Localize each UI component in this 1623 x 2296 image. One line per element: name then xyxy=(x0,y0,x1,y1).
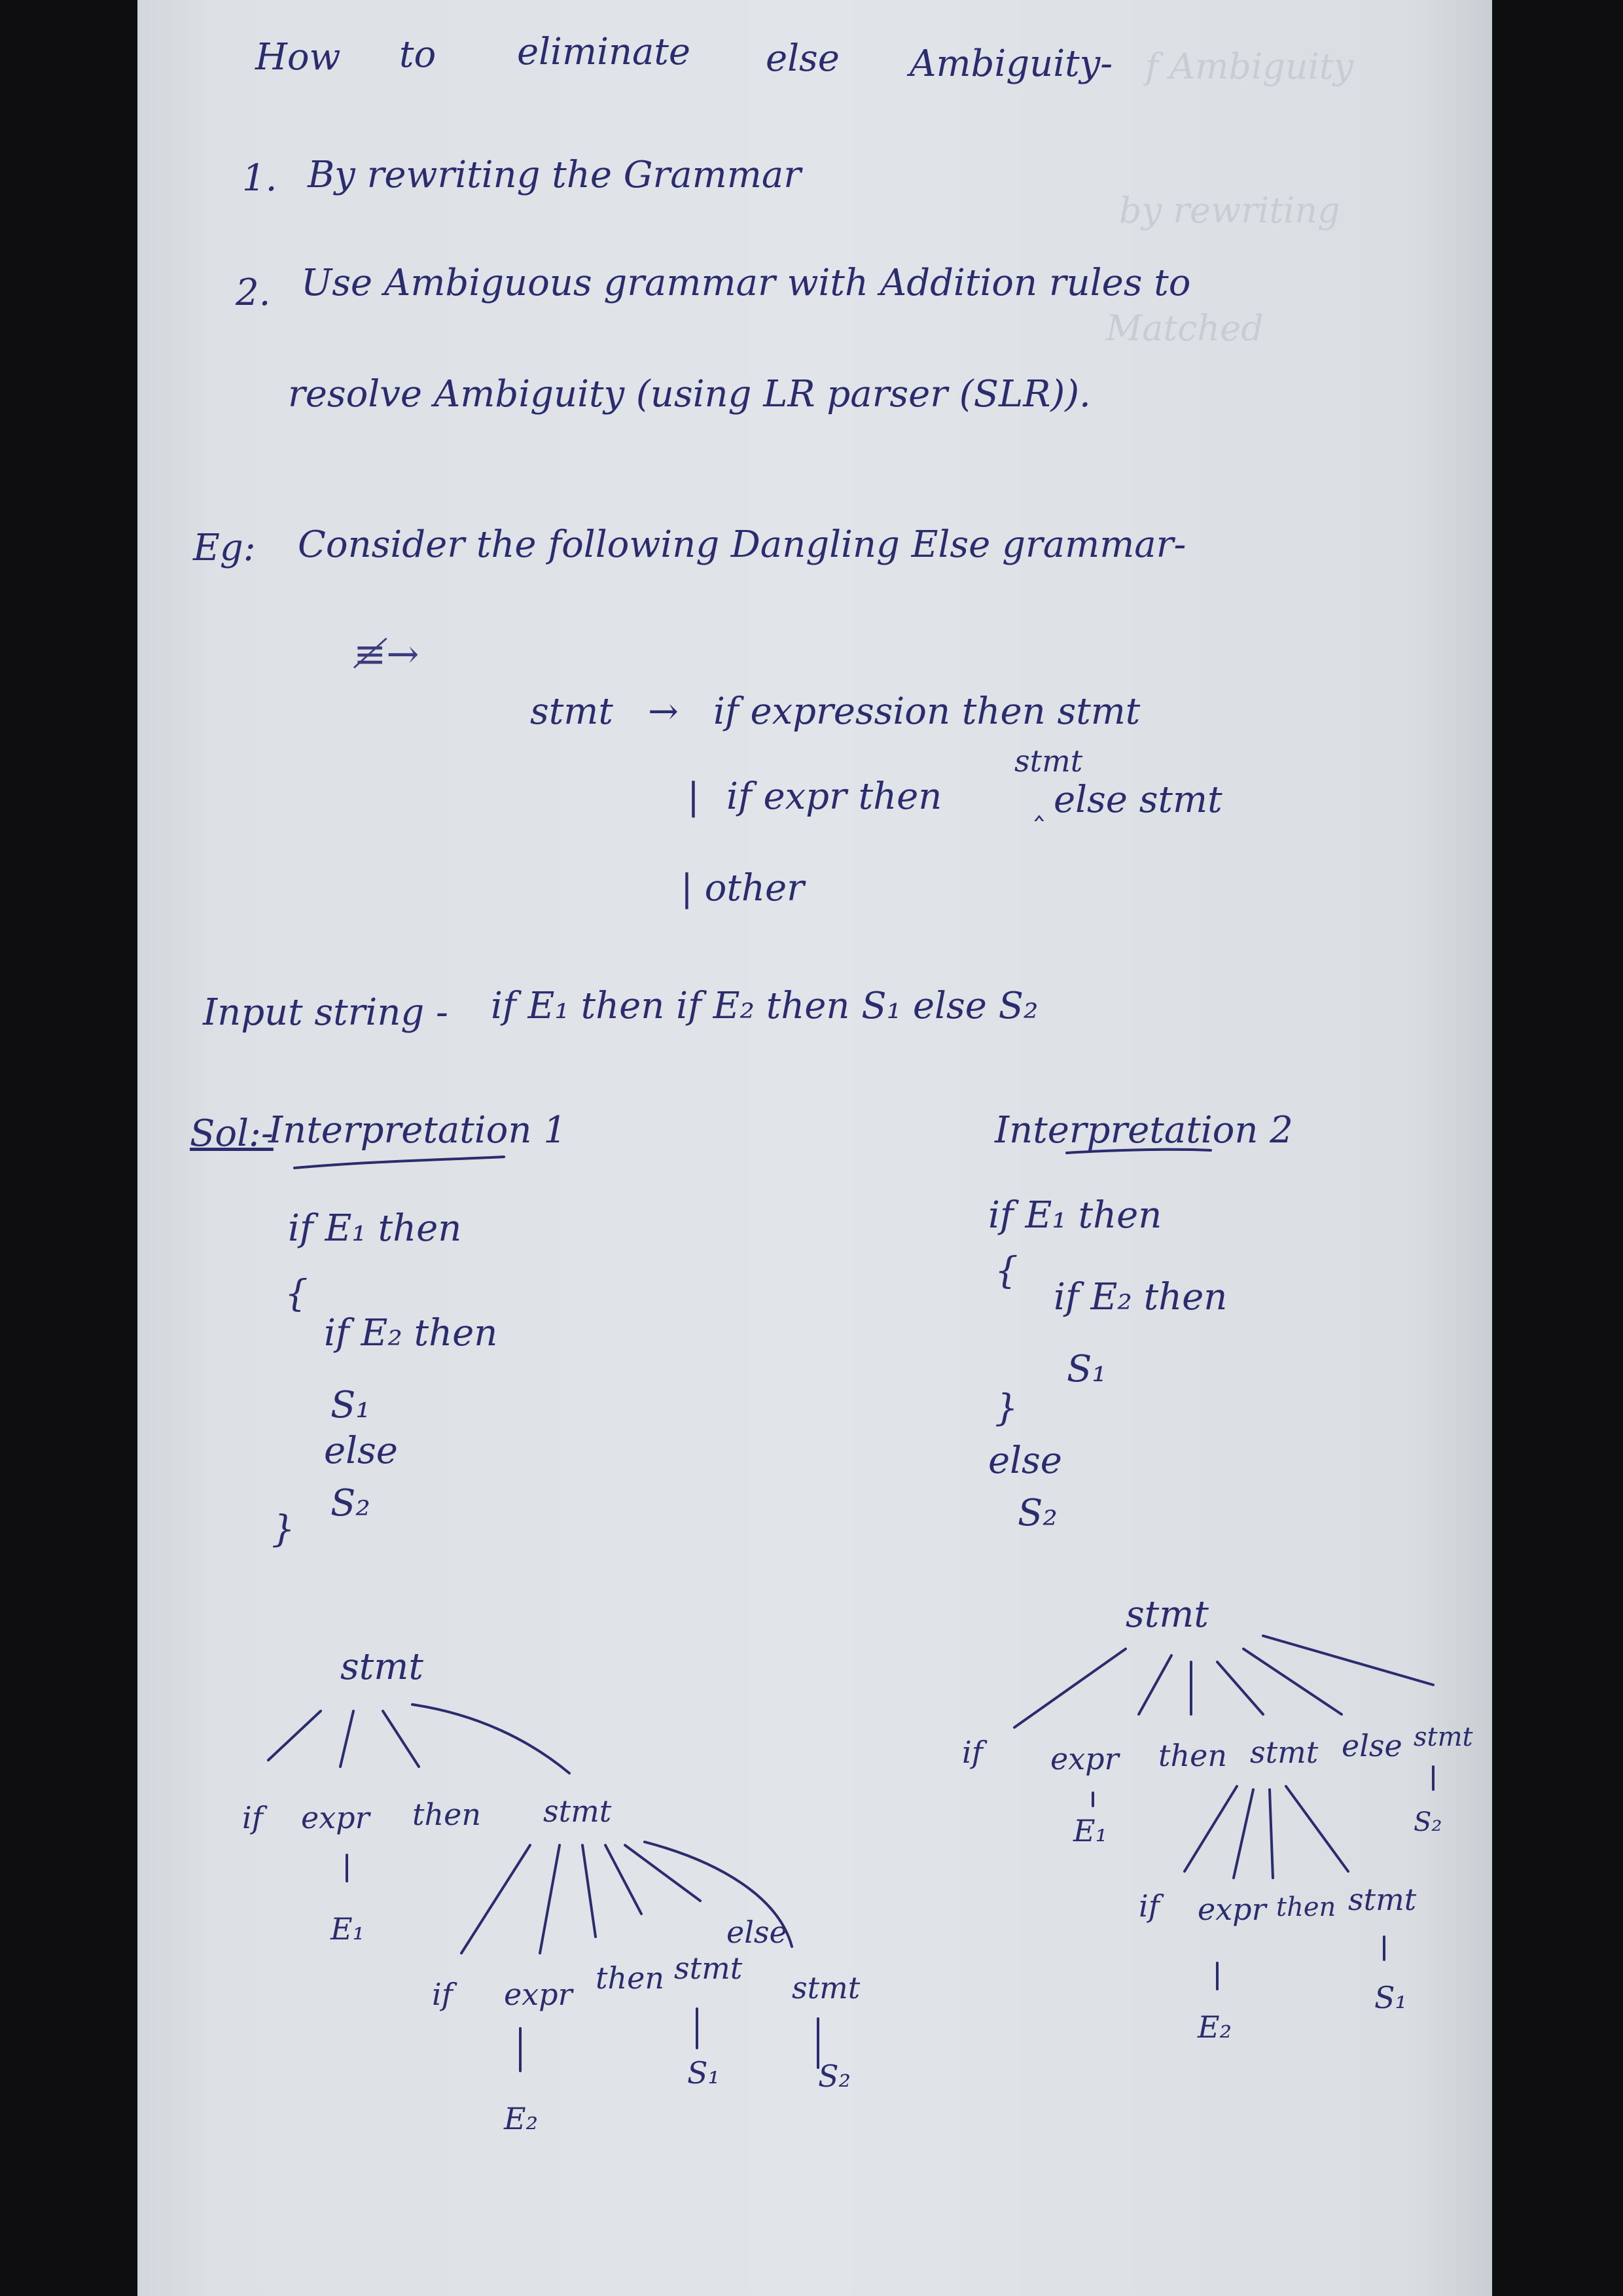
tree-node: if xyxy=(432,1977,453,2012)
tree-node: expr xyxy=(504,1977,573,2012)
input-label: Input string - xyxy=(203,991,448,1034)
tree-node: else xyxy=(726,1915,787,1950)
code-line: { xyxy=(285,1273,308,1315)
tree-node: then xyxy=(412,1797,481,1832)
tree-edge xyxy=(1234,1790,1253,1878)
grammar-production: if expression then stmt xyxy=(713,690,1141,733)
grammar-lhs: stmt xyxy=(530,690,613,733)
solution-label: Sol:- xyxy=(190,1112,274,1155)
example-label: Eg: xyxy=(193,527,256,569)
code-line: S₁ xyxy=(330,1384,370,1426)
code-line: else xyxy=(324,1430,398,1472)
interpretation-heading: Interpretation 2 xyxy=(995,1109,1293,1152)
tree-edge xyxy=(1217,1662,1263,1714)
tree-node: if xyxy=(242,1800,263,1835)
tree-edge xyxy=(582,1845,596,1937)
tree-leaf: S₂ xyxy=(818,2058,851,2094)
tree-node: stmt xyxy=(792,1970,861,2005)
tree-leaf: E₁ xyxy=(330,1911,365,1947)
tree-leaf: S₁ xyxy=(687,2055,720,2091)
tree-edge xyxy=(1014,1649,1126,1727)
code-line: if E₂ then xyxy=(324,1312,498,1354)
interpretation-heading: Interpretation 1 xyxy=(268,1109,567,1152)
title-word: to xyxy=(399,33,437,76)
tree-node: expr xyxy=(301,1800,370,1835)
tree-node: else xyxy=(1342,1728,1402,1763)
parse-tree-edges xyxy=(137,0,1492,2296)
tree-edge xyxy=(412,1704,569,1773)
code-line: S₂ xyxy=(1018,1492,1058,1534)
tree-node-root: stmt xyxy=(340,1646,423,1688)
tree-edge xyxy=(625,1845,700,1901)
tree-leaf: S₂ xyxy=(1414,1807,1442,1837)
bleed-through-text: by rewriting xyxy=(1119,190,1340,231)
tree-node: stmt xyxy=(1414,1722,1473,1752)
tree-node-root: stmt xyxy=(1126,1593,1209,1636)
example-text: Consider the following Dangling Else grammar- xyxy=(298,523,1186,566)
tree-leaf: E₁ xyxy=(1073,1813,1108,1848)
code-line: else xyxy=(988,1439,1062,1482)
tree-node: stmt xyxy=(1250,1735,1319,1770)
grammar-production: if expr then xyxy=(726,775,942,818)
heading-underline xyxy=(294,1157,504,1168)
tree-edge xyxy=(268,1711,321,1760)
tree-edge xyxy=(1185,1786,1237,1871)
code-line: } xyxy=(272,1508,295,1551)
code-line: S₁ xyxy=(1067,1348,1107,1390)
grammar-production: | other xyxy=(681,867,804,910)
tree-leaf: E₂ xyxy=(1198,2009,1232,2045)
tree-edge xyxy=(1139,1655,1171,1714)
bleed-through-text: f Ambiguity xyxy=(1145,46,1354,87)
tree-edge xyxy=(1243,1649,1342,1714)
method-text: resolve Ambiguity (using LR parser (SLR)). xyxy=(288,373,1091,415)
code-line: if E₁ then xyxy=(288,1207,462,1250)
bleed-through-text: Matched xyxy=(1106,308,1264,349)
title-word: How xyxy=(255,36,341,79)
method-text: Use Ambiguous grammar with Addition rules to xyxy=(301,262,1191,304)
tree-node: stmt xyxy=(543,1793,612,1829)
grammar-bar: | xyxy=(687,775,700,818)
tree-edge xyxy=(605,1845,641,1914)
title-word: else xyxy=(766,37,840,80)
tree-edge xyxy=(1286,1786,1348,1871)
tree-node: stmt xyxy=(674,1951,743,1986)
tree-node: expr xyxy=(1198,1892,1266,1927)
input-string: if E₁ then if E₂ then S₁ else S₂ xyxy=(491,985,1039,1027)
tree-edge xyxy=(383,1711,419,1767)
tree-node: if xyxy=(962,1735,983,1770)
code-line: { xyxy=(995,1250,1018,1292)
grammar-arrow: → xyxy=(648,690,679,733)
tree-node: if xyxy=(1139,1888,1160,1924)
heading-underline xyxy=(1067,1150,1211,1153)
tree-node: stmt xyxy=(1348,1882,1417,1917)
scribble-mark: ≢→ xyxy=(353,631,419,677)
tree-leaf: E₂ xyxy=(504,2101,539,2136)
code-line: if E₁ then xyxy=(988,1194,1162,1237)
tree-edge xyxy=(461,1845,530,1953)
code-line: if E₂ then xyxy=(1054,1276,1228,1318)
tree-leaf: S₁ xyxy=(1374,1980,1407,2015)
tree-node: then xyxy=(596,1960,664,1996)
grammar-insert: stmt xyxy=(1014,743,1083,779)
code-line: S₂ xyxy=(330,1482,370,1525)
title-word: eliminate xyxy=(517,31,691,73)
tree-node: then xyxy=(1158,1738,1227,1773)
caret-mark: ‸ xyxy=(1034,786,1044,821)
tree-node: expr xyxy=(1050,1741,1119,1776)
method-number: 1. xyxy=(242,157,277,200)
tree-edge xyxy=(1270,1790,1273,1878)
method-number: 2. xyxy=(236,272,271,314)
code-line: } xyxy=(995,1387,1018,1430)
notebook-page xyxy=(137,0,1492,2296)
tree-node: then xyxy=(1276,1892,1336,1922)
tree-edge xyxy=(340,1711,353,1767)
method-text: By rewriting the Grammar xyxy=(308,154,802,196)
tree-edge xyxy=(540,1845,560,1953)
grammar-production: else stmt xyxy=(1054,779,1222,821)
title-word: Ambiguity- xyxy=(910,43,1113,85)
